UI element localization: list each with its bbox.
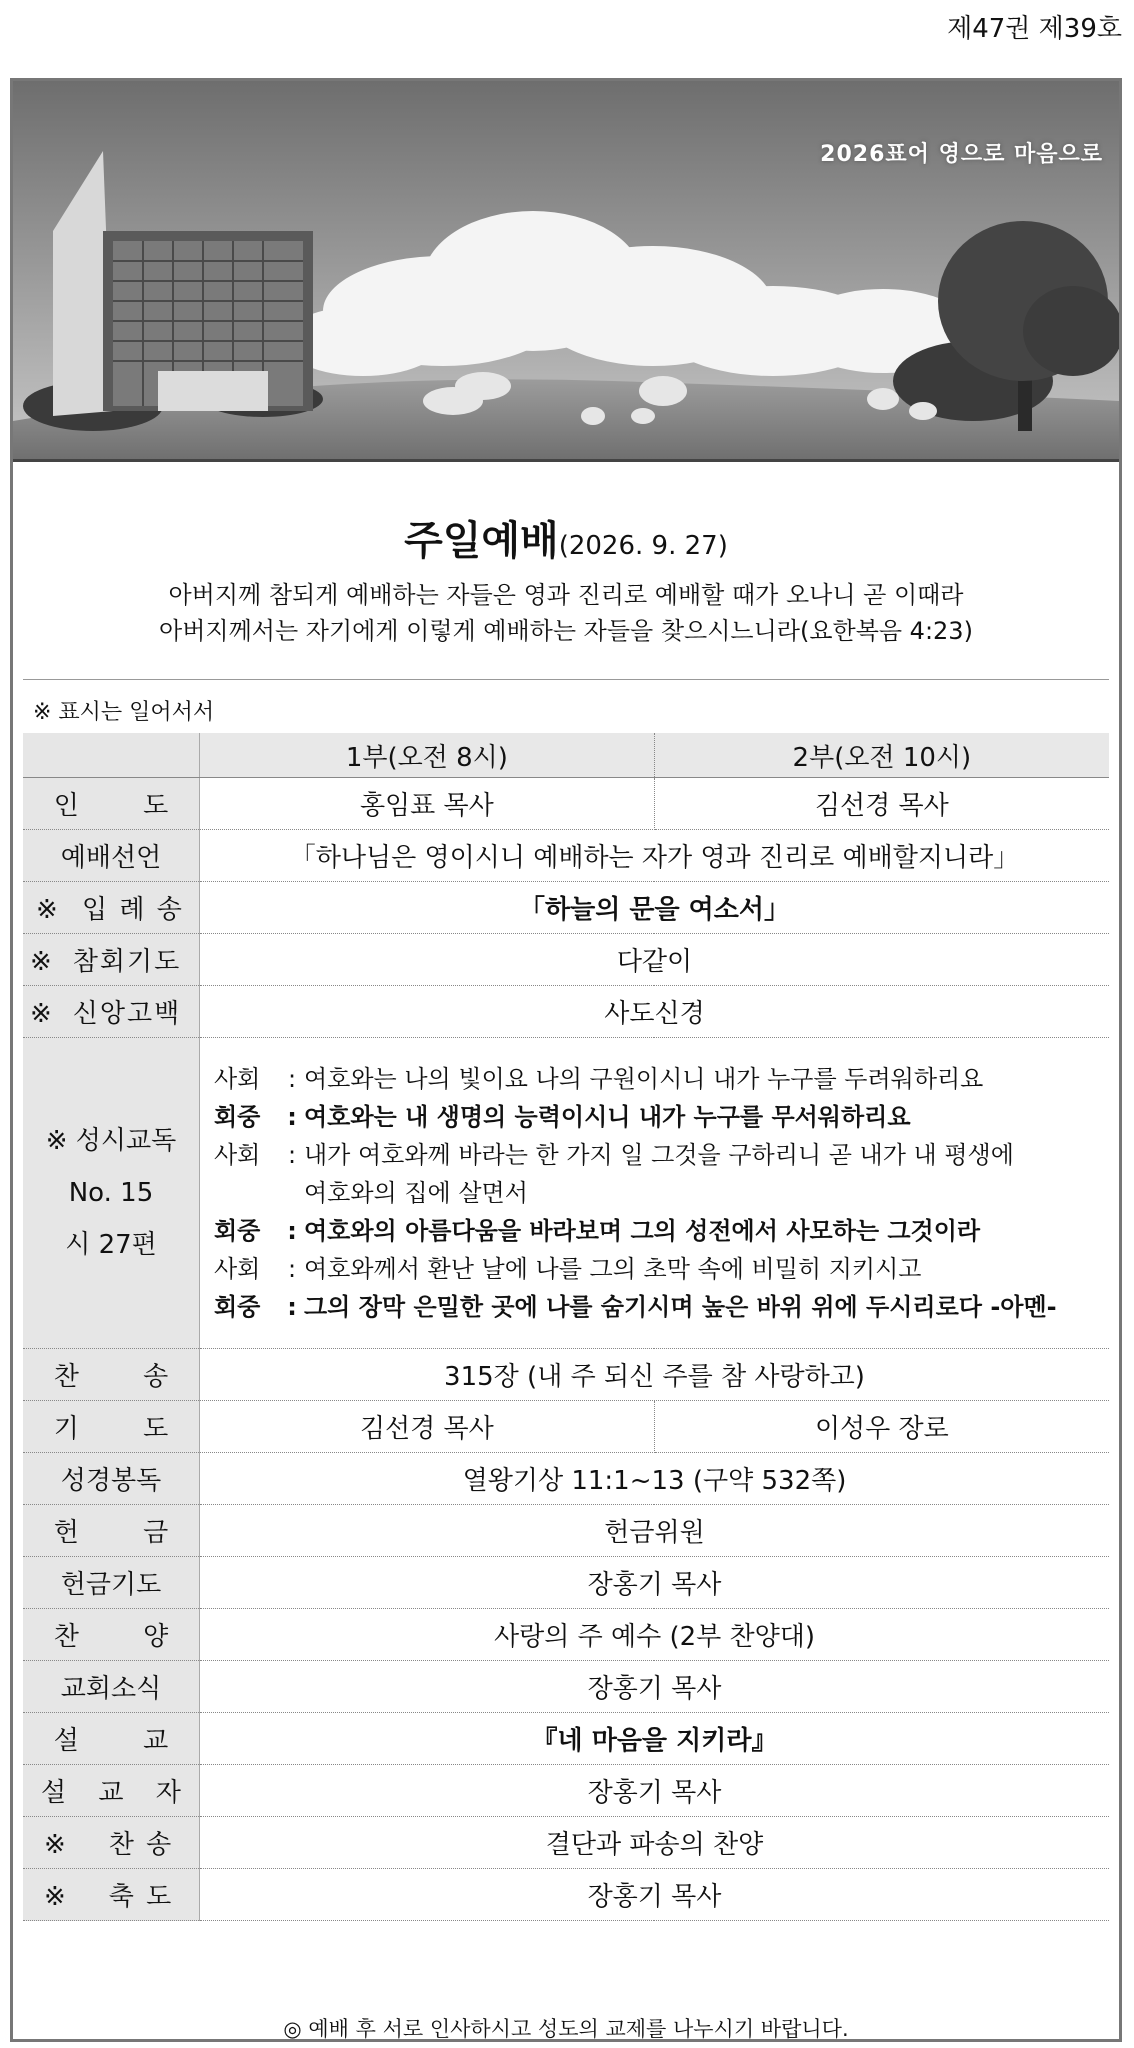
order-label: 예배선언 (23, 830, 200, 882)
standing-mark: ※ (36, 895, 58, 925)
order-label: 인 도 (53, 791, 197, 821)
second-service-leader: 김선경 목사 (654, 778, 1109, 830)
service-title (13, 509, 1119, 566)
order-row-benediction (23, 1869, 1109, 1921)
service-title-main: 주일예배 (404, 518, 559, 564)
order-label: 찬 송 (53, 1362, 197, 1392)
reading-line: 회중 : 그의 장막 은밀한 곳에 나를 숨기시며 높은 바위 위에 두시리로다 -아멘- (214, 1293, 1057, 1321)
offering-value: 헌금위원 (200, 1505, 1110, 1557)
order-label: 설 교 (53, 1726, 197, 1756)
declaration-text: 「하나님은 영이시니 예배하는 자가 영과 진리로 예배할지니라」 (200, 830, 1110, 882)
standing-mark: ※ (44, 1882, 66, 1912)
second-service-prayer: 이성우 장로 (654, 1401, 1109, 1453)
sermon-title: 『네 마음을 지키라』 (200, 1713, 1110, 1765)
order-row-hymn (23, 1349, 1109, 1401)
closing-note: ◎ 예배 후 서로 인사하시고 성도의 교제를 나누시기 바랍니다. (283, 2017, 849, 2041)
standing-mark: ※ (30, 947, 52, 977)
reading-line: 회중 : 여호와의 아름다움을 바라보며 그의 성전에서 사모하는 그것이라 (214, 1217, 981, 1245)
reading-line: 사회 : 내가 여호와께 바라는 한 가지 일 그것을 구하리니 곧 내가 내 평생에 (214, 1141, 1014, 1169)
order-label: 성경봉독 (23, 1453, 200, 1505)
service-header-row (23, 733, 1109, 778)
reading-line-continued: 여호와의 집에 살면서 (304, 1179, 528, 1207)
banner-image (13, 81, 1119, 462)
psalter-number: No. 15 (68, 1178, 154, 1208)
first-service-prayer: 김선경 목사 (200, 1401, 655, 1453)
responsive-reading (200, 1038, 1110, 1349)
first-service-header: 1부(오전 8시) (200, 733, 655, 778)
annual-motto: 2026표어 영으로 마음으로 (820, 142, 1103, 167)
entrance-hymn: 「하늘의 문을 여소서」 (200, 882, 1110, 934)
order-row-offering (23, 1505, 1109, 1557)
order-row-prayer (23, 1401, 1109, 1453)
order-label: 헌 금 (53, 1518, 197, 1548)
order-label: 기 도 (53, 1414, 197, 1444)
volume-number: 제47권 제39호 (947, 14, 1122, 44)
order-row-confession (23, 934, 1109, 986)
order-row-entrance (23, 882, 1109, 934)
hymn-value: 315장 (내 주 되신 주를 참 사랑하고) (200, 1349, 1110, 1401)
order-row-declaration (23, 830, 1109, 882)
order-label: 축 도 (108, 1882, 174, 1912)
offering-prayer-value: 장홍기 목사 (200, 1557, 1110, 1609)
standing-mark: ※ (30, 999, 52, 1029)
anthem-value: 사랑의 주 예수 (2부 찬양대) (200, 1609, 1110, 1661)
worship-order-table (23, 733, 1109, 1921)
order-label: 참회기도 (72, 947, 182, 977)
reading-line: 사회 : 여호와께서 환난 날에 나를 그의 초막 속에 비밀히 지키시고 (214, 1255, 922, 1283)
creed-value: 사도신경 (200, 986, 1110, 1038)
order-row-offering-prayer (23, 1557, 1109, 1609)
order-row-sermon (23, 1713, 1109, 1765)
order-label: 설 교 자 (41, 1778, 193, 1808)
order-row-scripture (23, 1453, 1109, 1505)
divider (23, 679, 1109, 680)
reading-line: 회중 : 여호와는 내 생명의 능력이시니 내가 누구를 무서워하리요 (214, 1103, 911, 1131)
preacher-value: 장홍기 목사 (200, 1765, 1110, 1817)
order-label: 찬 송 (108, 1830, 174, 1860)
standing-mark: ※ (44, 1830, 66, 1860)
order-label: 신앙고백 (72, 999, 182, 1029)
psalter-title: ※ 성시교독 (45, 1126, 177, 1156)
order-label: 헌금기도 (23, 1557, 200, 1609)
order-row-psalter (23, 1038, 1109, 1349)
order-row-anthem (23, 1609, 1109, 1661)
second-service-header: 2부(오전 10시) (654, 733, 1109, 778)
order-label: 찬 양 (53, 1622, 197, 1652)
news-value: 장홍기 목사 (200, 1661, 1110, 1713)
benediction-value: 장홍기 목사 (200, 1869, 1110, 1921)
psalter-label (23, 1038, 200, 1349)
bulletin-frame (10, 78, 1122, 2042)
order-row-creed (23, 986, 1109, 1038)
header-blank (23, 733, 200, 778)
order-row-lead (23, 778, 1109, 830)
order-row-closing-hymn (23, 1817, 1109, 1869)
order-row-news (23, 1661, 1109, 1713)
confession-value: 다같이 (200, 934, 1110, 986)
order-label: 교회소식 (23, 1661, 200, 1713)
verse-line-1: 아버지께 참되게 예배하는 자들은 영과 진리로 예배할 때가 오나니 곧 이때라 (168, 581, 964, 609)
psalter-psalm: 시 27편 (65, 1230, 157, 1260)
standing-note: ※ 표시는 일어서서 (33, 700, 215, 725)
reading-line: 사회 : 여호와는 나의 빛이요 나의 구원이시니 내가 누구를 두려워하리요 (214, 1065, 984, 1093)
service-date: (2026. 9. 27) (558, 531, 728, 561)
closing-hymn-value: 결단과 파송의 찬양 (200, 1817, 1110, 1869)
first-service-leader: 홍임표 목사 (200, 778, 655, 830)
order-row-preacher (23, 1765, 1109, 1817)
verse-line-2: 아버지께서는 자기에게 이렇게 예배하는 자들을 찾으시느니라(요한복음 4:23) (159, 617, 973, 645)
order-label: 입 례 송 (82, 895, 184, 925)
scripture-value: 열왕기상 11:1~13 (구약 532쪽) (200, 1453, 1110, 1505)
